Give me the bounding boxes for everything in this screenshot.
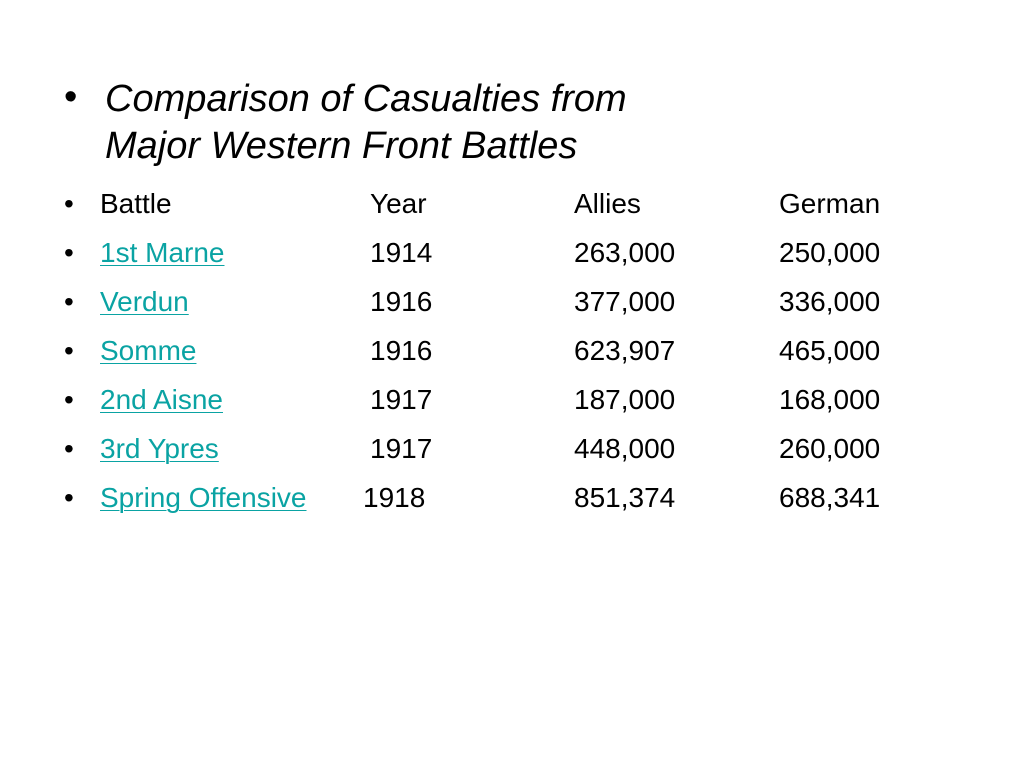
year-cell: 1916 [370, 335, 433, 366]
german-cell: 260,000 [779, 433, 881, 464]
header-german: German [779, 188, 881, 219]
header-row [0, 184, 1024, 224]
bullet: • [64, 286, 74, 317]
battle-row [0, 282, 1024, 322]
battle-row [0, 478, 1024, 518]
allies-cell: 623,907 [574, 335, 676, 366]
german-cell: 688,341 [779, 482, 881, 513]
allies-cell: 851,374 [574, 482, 676, 513]
bullet: • [64, 335, 74, 366]
battle-row [0, 233, 1024, 273]
allies-cell: 263,000 [574, 237, 676, 268]
header-allies: Allies [574, 188, 641, 219]
battle-link-somme[interactable]: Somme [100, 335, 197, 366]
bullet: • [64, 188, 74, 219]
battle-link-1st-marne[interactable]: 1st Marne [100, 237, 225, 268]
year-cell: 1914 [370, 237, 433, 268]
title-bullet: • [64, 76, 78, 118]
bullet: • [64, 482, 74, 513]
german-cell: 336,000 [779, 286, 881, 317]
title-line-1: Comparison of Casualties from [105, 78, 627, 120]
allies-cell: 377,000 [574, 286, 676, 317]
slide-title [105, 76, 805, 170]
header-year: Year [370, 188, 427, 219]
allies-cell: 448,000 [574, 433, 676, 464]
german-cell: 465,000 [779, 335, 881, 366]
year-cell: 1918 [363, 482, 426, 513]
year-cell: 1917 [370, 433, 433, 464]
battle-link-spring-offensive[interactable]: Spring Offensive [100, 482, 307, 513]
battle-row [0, 380, 1024, 420]
battle-row [0, 429, 1024, 469]
title-line-2: Major Western Front Battles [105, 125, 578, 167]
battle-link-2nd-aisne[interactable]: 2nd Aisne [100, 384, 223, 415]
bullet: • [64, 433, 74, 464]
year-cell: 1916 [370, 286, 433, 317]
battle-row [0, 331, 1024, 371]
german-cell: 168,000 [779, 384, 881, 415]
allies-cell: 187,000 [574, 384, 676, 415]
german-cell: 250,000 [779, 237, 881, 268]
battle-link-verdun[interactable]: Verdun [100, 286, 189, 317]
header-battle: Battle [100, 188, 172, 219]
bullet: • [64, 237, 74, 268]
year-cell: 1917 [370, 384, 433, 415]
battle-link-3rd-ypres[interactable]: 3rd Ypres [100, 433, 219, 464]
bullet: • [64, 384, 74, 415]
